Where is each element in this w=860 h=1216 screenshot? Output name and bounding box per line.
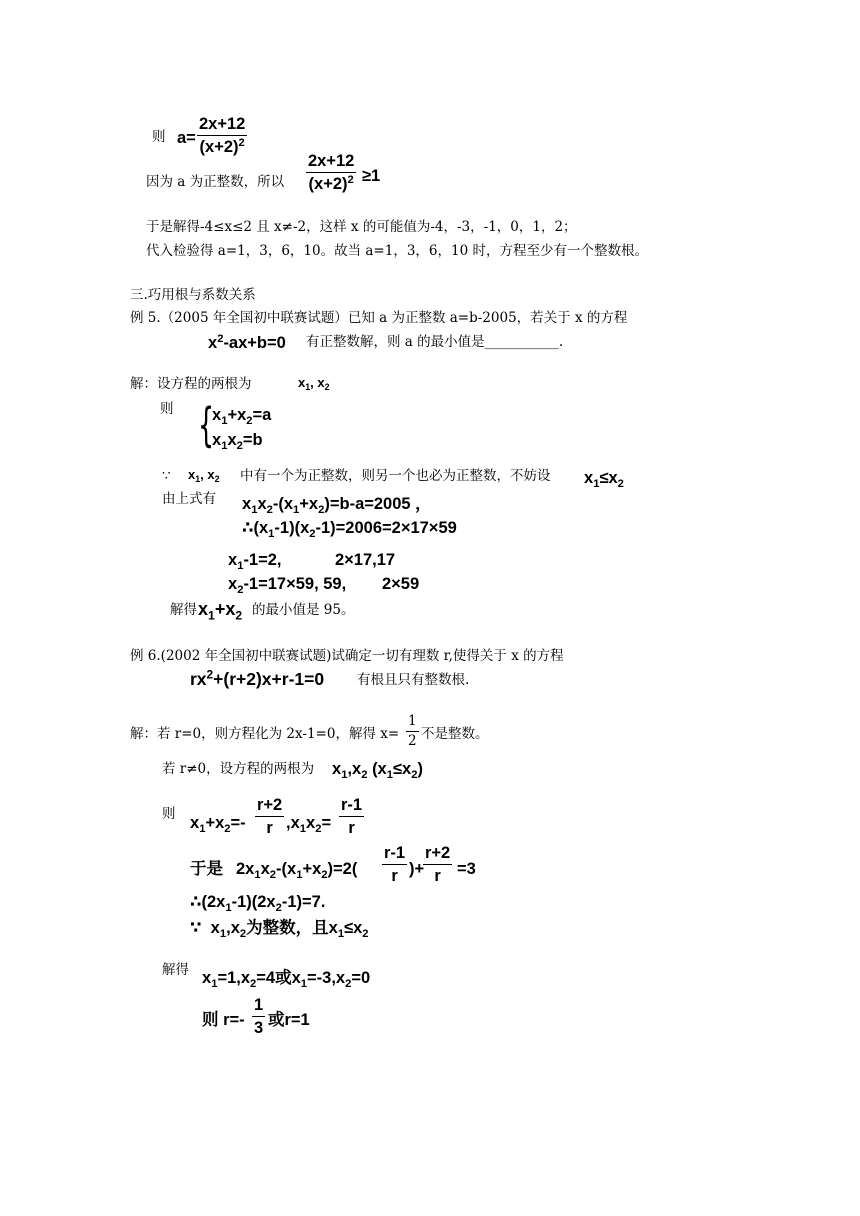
equation-line-2: $\therefore(x_1-1)(x_2-1)=2006=2\times 17\times 59$	[242, 519, 457, 540]
because-text: 因为 a 为正整数，所以	[146, 174, 285, 190]
equals-three: =3	[457, 860, 476, 878]
fraction-numerator: 1	[406, 715, 419, 732]
example5-intro: 例 5.（2005 年全国初中联赛试题）已知 a 为正整数 a=b-2005，若关于 x 的方程	[130, 310, 628, 326]
vieta-product-r: $,x_1x_2=$	[286, 814, 332, 835]
equation-line-1: $x_1x_2-(x_1+x_2)=b-a=2005$ ，	[242, 495, 432, 516]
solution6-case-zero: 解：若 r=0，则方程化为 2x-1=0，解得 x=	[130, 726, 400, 742]
fraction-numerator: 2x+12	[197, 116, 247, 136]
fraction-r-minus-1	[382, 845, 407, 884]
fraction-denominator: r	[266, 818, 273, 837]
example5-question: 有正整数解，则 a 的最小值是___________.	[306, 334, 564, 350]
fraction-a	[197, 116, 247, 155]
r-result-prefix: 则 r=-	[202, 1011, 245, 1029]
vieta-sum: $x_1+x_2=a$	[212, 406, 272, 427]
solve-range-line: 于是解得-4≤x≤2 且 x≠-2，这样 x 的可能值为-4，-3，-1，0，1，2；	[146, 219, 577, 235]
root-solutions: $x_1=1,x_2=4$或$x_1=-3,x_2=0$	[202, 969, 371, 990]
fraction-denominator: 2	[408, 732, 417, 749]
example6-intro: 例 6.(2002 年全国初中联赛试题)试确定一切有理数 r,使得关于 x 的方程	[130, 648, 564, 664]
example6-condition: 有根且只有整数根.	[357, 672, 470, 688]
ze-label: 则	[162, 806, 176, 822]
roots-x1-x2: $x_1$, $x_2$	[188, 467, 220, 485]
system-brace: {	[198, 398, 215, 452]
section-heading: 三.巧用根与系数关系	[130, 287, 256, 303]
fraction-r-plus-2	[423, 845, 452, 884]
fraction-one-third	[252, 997, 265, 1036]
example6-equation: $rx^2+(r+2)x+r-1=0$	[190, 667, 325, 689]
min-label: 解得	[170, 602, 197, 618]
roots-x1-x2-ordered: $x_1,x_2$ $(x_1\le x_2)$	[332, 760, 423, 781]
fraction-half	[406, 715, 419, 748]
fraction-numerator: r+2	[423, 845, 452, 865]
geq-one: ≥1	[362, 167, 381, 185]
factored-equation: $\therefore(2x_1-1)(2x_2-1)=7$.	[190, 893, 326, 914]
fraction-denominator: 3	[254, 1018, 264, 1037]
vieta-sum-r: $x_1+x_2=-$	[190, 814, 246, 835]
solution5-intro: 解：设方程的两根为	[130, 376, 252, 392]
vieta-product: $x_1x_2=b$	[212, 431, 263, 452]
check-line: 代入检验得 a=1，3，6，10。故当 a=1，3，6，10 时，方程至少有一个整数根。	[146, 243, 648, 259]
fraction-r-minus-1	[339, 797, 364, 836]
a-equals: a=	[177, 129, 196, 147]
example5-equation: $x^2-ax+b=0$	[208, 332, 286, 352]
case-row-x2: $x_2-1=17\times 59$, 59,	[228, 575, 347, 596]
from-above-label: 由上式有	[162, 491, 216, 507]
because-symbol: ∵	[162, 468, 171, 484]
fraction-denominator: $(x+2)^2$	[308, 173, 354, 193]
case-row-x1: $x_1-1=2$,	[228, 551, 282, 572]
yushi-label: 于是	[190, 860, 223, 878]
jiede-label: 解得	[162, 962, 189, 978]
fraction-denominator: r	[348, 818, 355, 837]
fraction-numerator: r+2	[255, 797, 284, 817]
fraction-geq	[306, 153, 356, 192]
fraction-numerator: 1	[252, 997, 265, 1017]
not-integer-text: 不是整数。	[421, 726, 489, 742]
plus-sign: )+	[409, 860, 425, 878]
fraction-numerator: r-1	[382, 845, 407, 865]
min-value-text: 的最小值是 95。	[252, 602, 355, 618]
fraction-denominator: $(x+2)^2$	[199, 136, 245, 156]
roots-x1-x2: $x_1$, $x_2$	[298, 375, 330, 393]
fraction-numerator: r-1	[339, 797, 364, 817]
min-expression: $x_1+x_2$	[198, 599, 243, 623]
solution6-case-nonzero: 若 r≠0，设方程的两根为	[162, 761, 315, 777]
r-result-suffix: 或r=1	[268, 1011, 310, 1029]
fraction-denominator: r	[434, 866, 441, 885]
fraction-numerator: 2x+12	[306, 153, 356, 173]
ze-label: 则	[160, 401, 174, 417]
fraction-r-plus-2	[255, 797, 284, 836]
because-integer-line: ∵ $x_1,x_2$为整数，且$x_1\le x_2$	[190, 919, 369, 940]
fraction-denominator: r	[391, 866, 398, 885]
assume-order: $x_1\le x_2$	[584, 469, 624, 490]
ze-label: 则	[152, 129, 166, 145]
because-text: 中有一个为正整数，则另一个也必为正整数，不妨设	[240, 468, 551, 484]
case-values-x1: 2×17,17	[335, 551, 396, 569]
derived-equation: $2x_1x_2-(x_1+x_2)=2$(	[236, 860, 358, 881]
case-values-x2: 2×59	[382, 575, 420, 593]
